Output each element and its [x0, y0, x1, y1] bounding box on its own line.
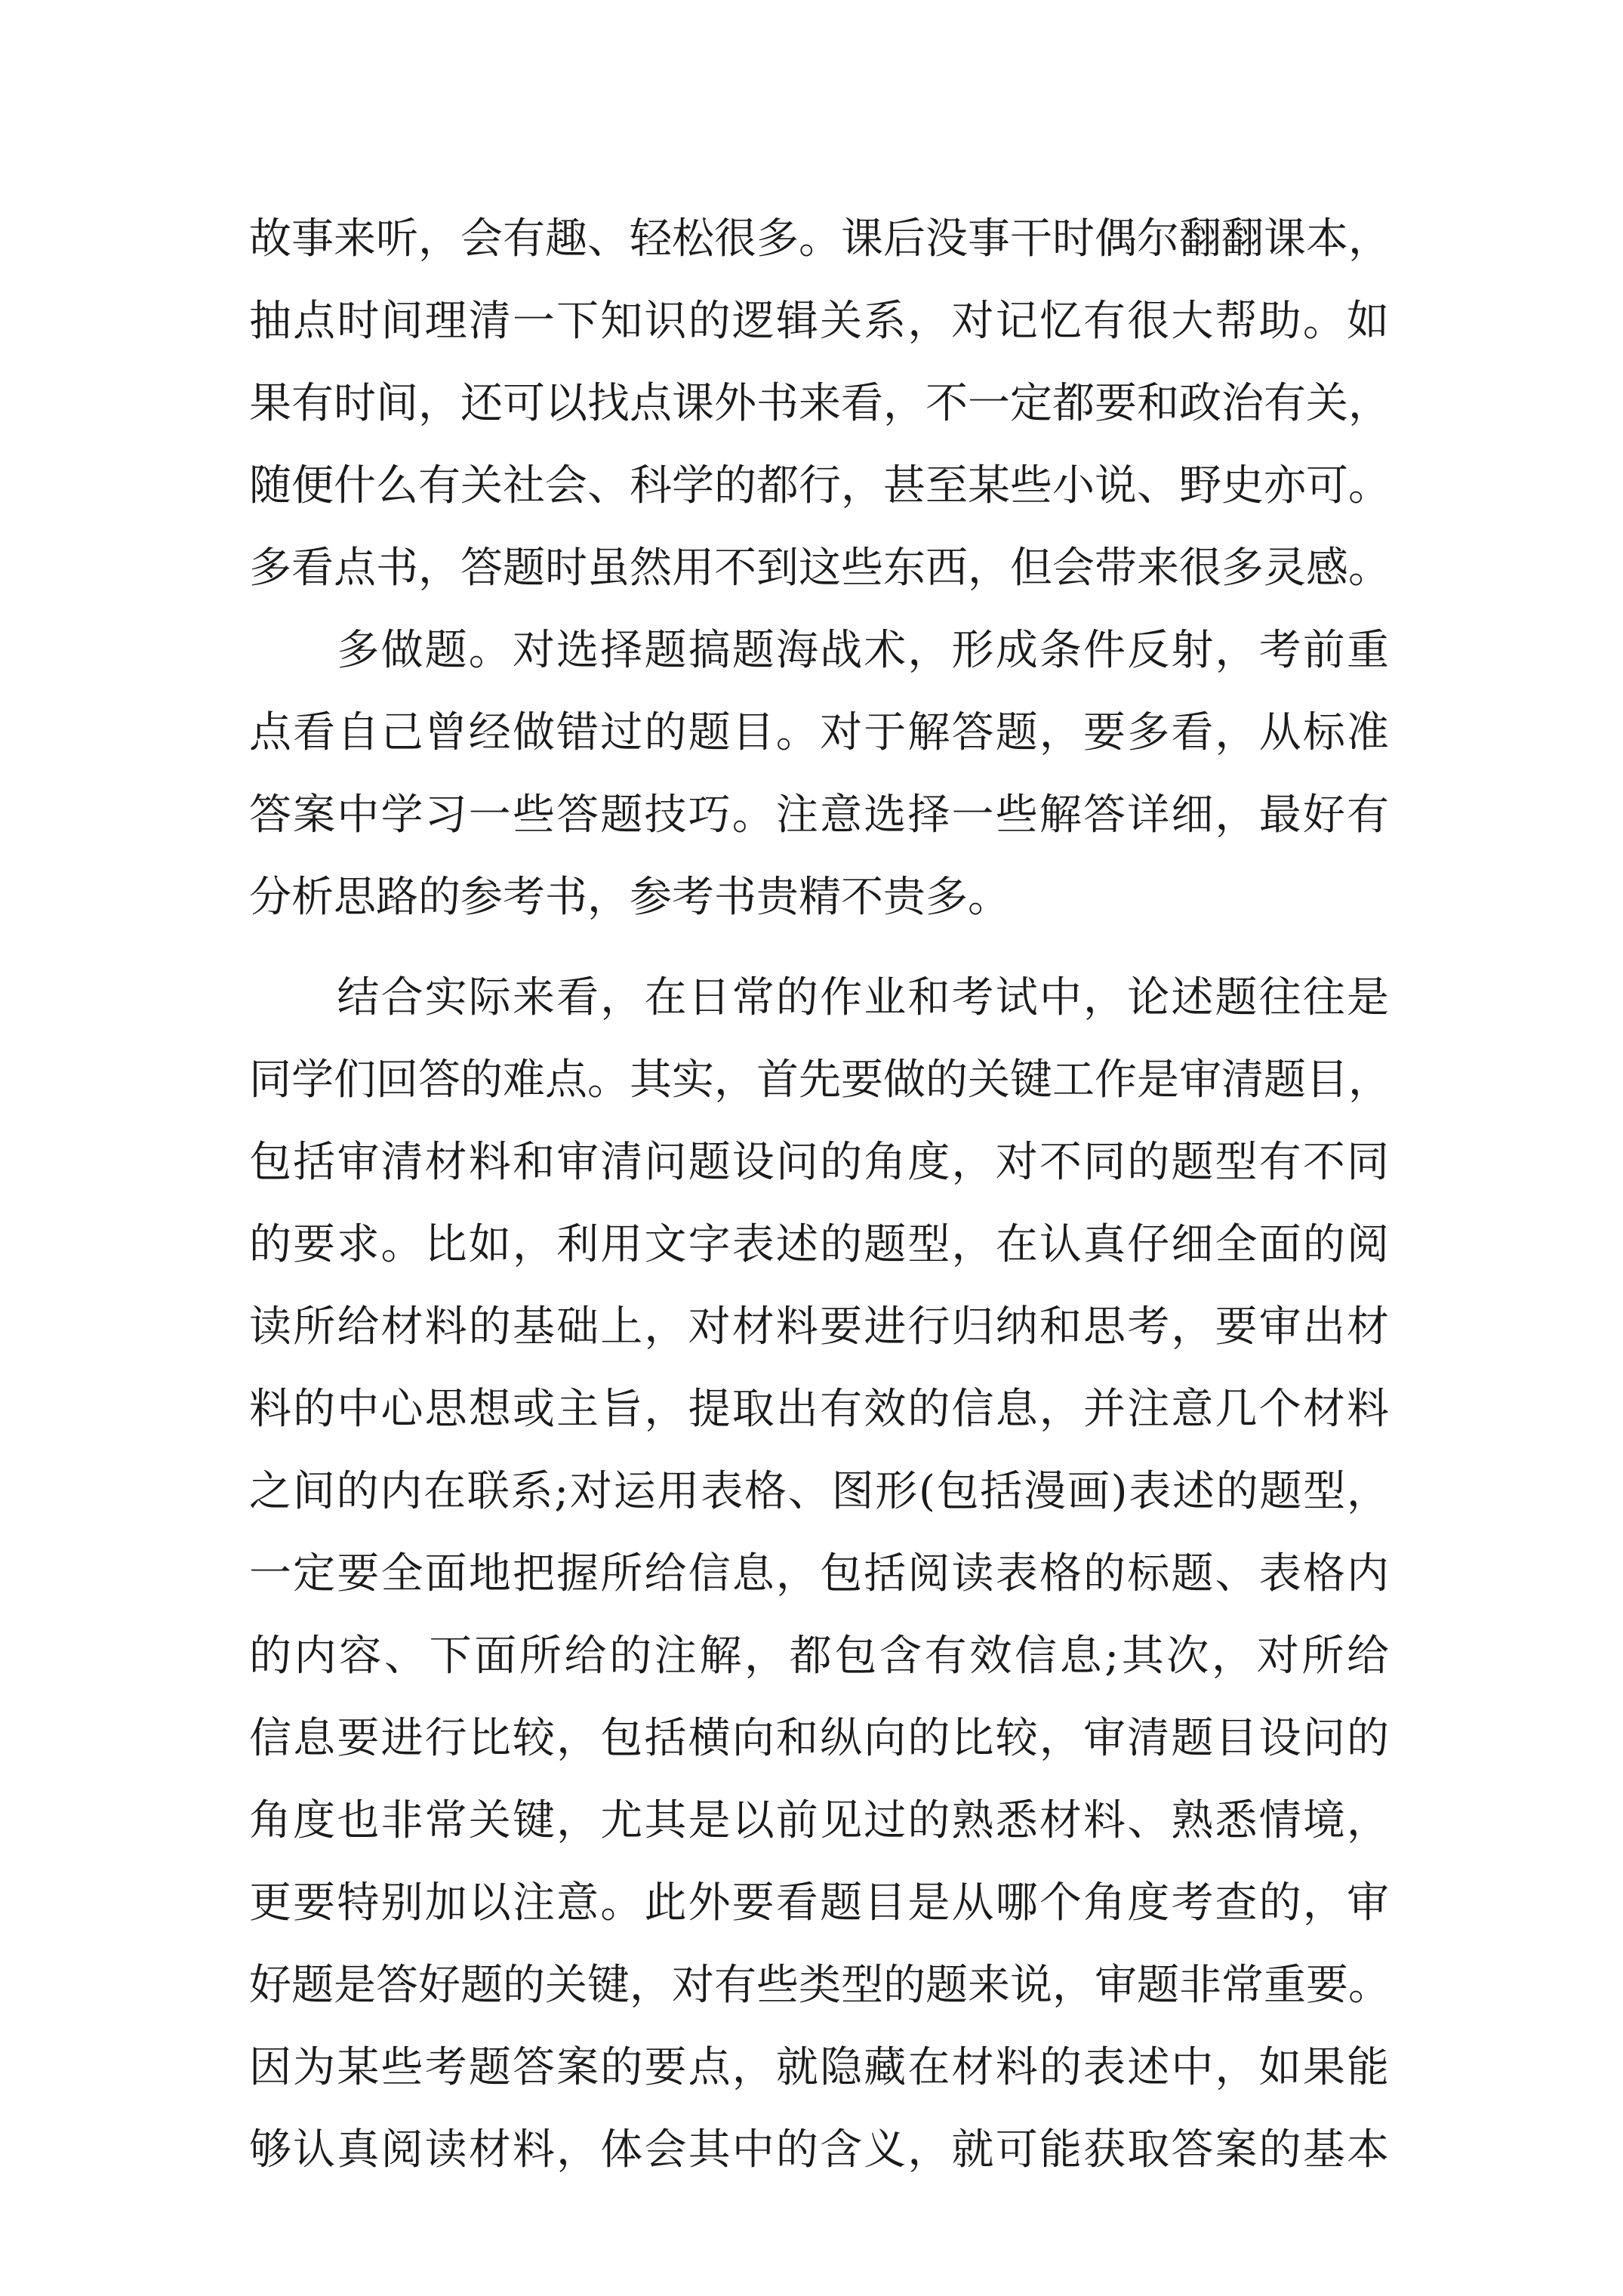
text-line: 多做题。对选择题搞题海战术，形成条件反射，考前重: [249, 626, 1389, 675]
text-line: 多看点书，答题时虽然用不到这些东西，但会带来很多灵感。: [249, 544, 1390, 593]
text-line: 点看自己曾经做错过的题目。对于解答题，要多看，从标准: [249, 708, 1389, 757]
text-line: 结合实际来看，在日常的作业和考试中，论述题往往是: [249, 973, 1389, 1022]
text-line: 的要求。比如，利用文字表述的题型，在认真仔细全面的阅: [249, 1220, 1389, 1269]
text-line: 信息要进行比较，包括横向和纵向的比较，审清题目设问的: [249, 1714, 1389, 1763]
text-line: 一定要全面地把握所给信息，包括阅读表格的标题、表格内: [249, 1549, 1389, 1598]
paragraph-gap: [249, 938, 1389, 957]
text-line: 抽点时间理清一下知识的逻辑关系，对记忆有很大帮助。如: [249, 297, 1389, 346]
text-line: 角度也非常关键，尤其是以前见过的熟悉材料、熟悉情境，: [249, 1796, 1389, 1845]
text-line: 包括审清材料和审清问题设问的角度，对不同的题型有不同: [249, 1138, 1389, 1187]
text-line: 够认真阅读材料，体会其中的含义，就可能获取答案的基本: [249, 2125, 1389, 2174]
text-line: 果有时间，还可以找点课外书来看，不一定都要和政治有关，: [249, 379, 1390, 428]
text-line: 读所给材料的基础上，对材料要进行归纳和思考，要审出材: [249, 1302, 1389, 1351]
text-line: 分析思路的参考书，参考书贵精不贵多。: [249, 873, 1010, 922]
text-line: 好题是答好题的关键，对有些类型的题来说，审题非常重要。: [249, 1961, 1390, 2010]
text-line: 随便什么有关社会、科学的都行，甚至某些小说、野史亦可。: [249, 461, 1390, 510]
text-line: 同学们回答的难点。其实，首先要做的关键工作是审清题目，: [249, 1056, 1390, 1105]
text-line: 答案中学习一些答题技巧。注意选择一些解答详细，最好有: [249, 791, 1389, 840]
text-line: 更要特别加以注意。此外要看题目是从哪个角度考查的，审: [249, 1878, 1389, 1928]
text-line: 之间的内在联系;对运用表格、图形(包括漫画)表述的题型，: [249, 1467, 1389, 1516]
text-line: 料的中心思想或主旨，提取出有效的信息，并注意几个材料: [249, 1385, 1389, 1434]
body-text: [249, 198, 1389, 2191]
text-line: 因为某些考题答案的要点，就隐藏在材料的表述中，如果能: [249, 2043, 1389, 2092]
text-line: 的内容、下面所给的注解，都包含有效信息;其次，对所给: [249, 1632, 1389, 1681]
text-line: 故事来听，会有趣、轻松很多。课后没事干时偶尔翻翻课本，: [249, 214, 1390, 264]
